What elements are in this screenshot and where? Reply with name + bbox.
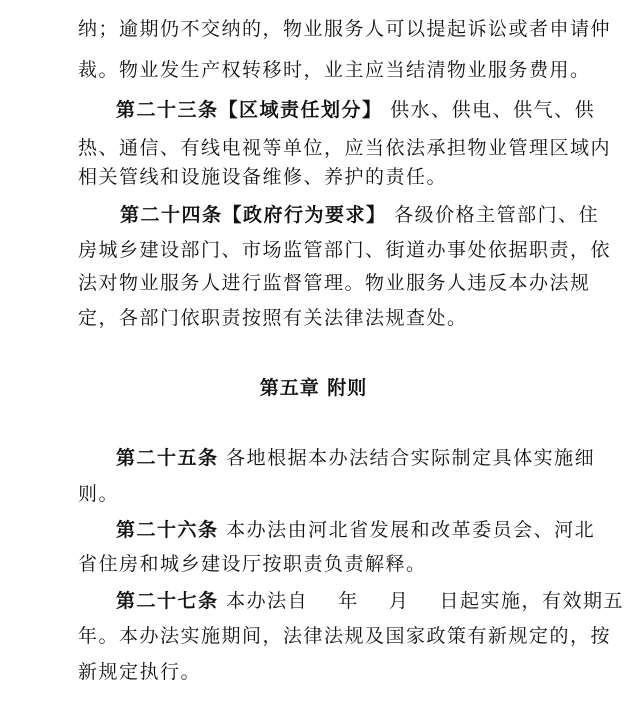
article-25-text: 各地根据本办法结合实际制定具体实施细 xyxy=(226,447,596,469)
paragraph-line: 则。 xyxy=(78,483,120,505)
article-23 xyxy=(116,98,596,122)
paragraph-line: 定，各部门依职责按照有关法律法规查处。 xyxy=(78,307,468,329)
article-26-label: 第二十六条 xyxy=(116,519,219,541)
paragraph-line: 相关管线和设施设备维修、养护的责任。 xyxy=(78,166,448,188)
article-26 xyxy=(116,518,596,542)
article-25-label: 第二十五条 xyxy=(116,447,219,469)
article-23-label: 第二十三条【区域责任划分】 xyxy=(116,99,383,121)
paragraph-line: 热、通信、有线电视等单位，应当依法承担物业管理区域内 xyxy=(78,137,612,159)
paragraph-line: 新规定执行。 xyxy=(78,661,202,683)
article-24-label: 第二十四条【政府行为要求】 xyxy=(120,204,387,226)
paragraph-line: 房城乡建设部门、市场监管部门、街道办事处依据职责，依 xyxy=(78,239,612,261)
paragraph-line: 裁。物业发生产权转移时，业主应当结清物业服务费用。 xyxy=(78,59,591,81)
article-27 xyxy=(116,589,625,613)
paragraph-line: 纳；逾期仍不交纳的，物业服务人可以提起诉讼或者申请仲 xyxy=(78,18,612,40)
article-23-text: 供水、供电、供气、供 xyxy=(390,99,596,121)
article-25 xyxy=(116,446,596,470)
article-27-label: 第二十七条 xyxy=(116,590,219,612)
paragraph-line: 年。本办法实施期间，法律法规及国家政策有新规定的，按 xyxy=(78,625,612,647)
article-26-text: 本办法由河北省发展和改革委员会、河北 xyxy=(226,519,596,541)
paragraph-line: 省住房和城乡建设厅按职责负责解释。 xyxy=(78,553,427,575)
article-27-text: 本办法自 年 月 日起实施，有效期五 xyxy=(226,590,625,612)
article-24-text: 各级价格主管部门、住 xyxy=(394,204,600,226)
chapter-heading: 第五章 附则 xyxy=(259,377,368,399)
article-24 xyxy=(120,203,600,227)
paragraph-line: 法对物业服务人进行监督管理。物业服务人违反本办法规 xyxy=(78,272,591,294)
